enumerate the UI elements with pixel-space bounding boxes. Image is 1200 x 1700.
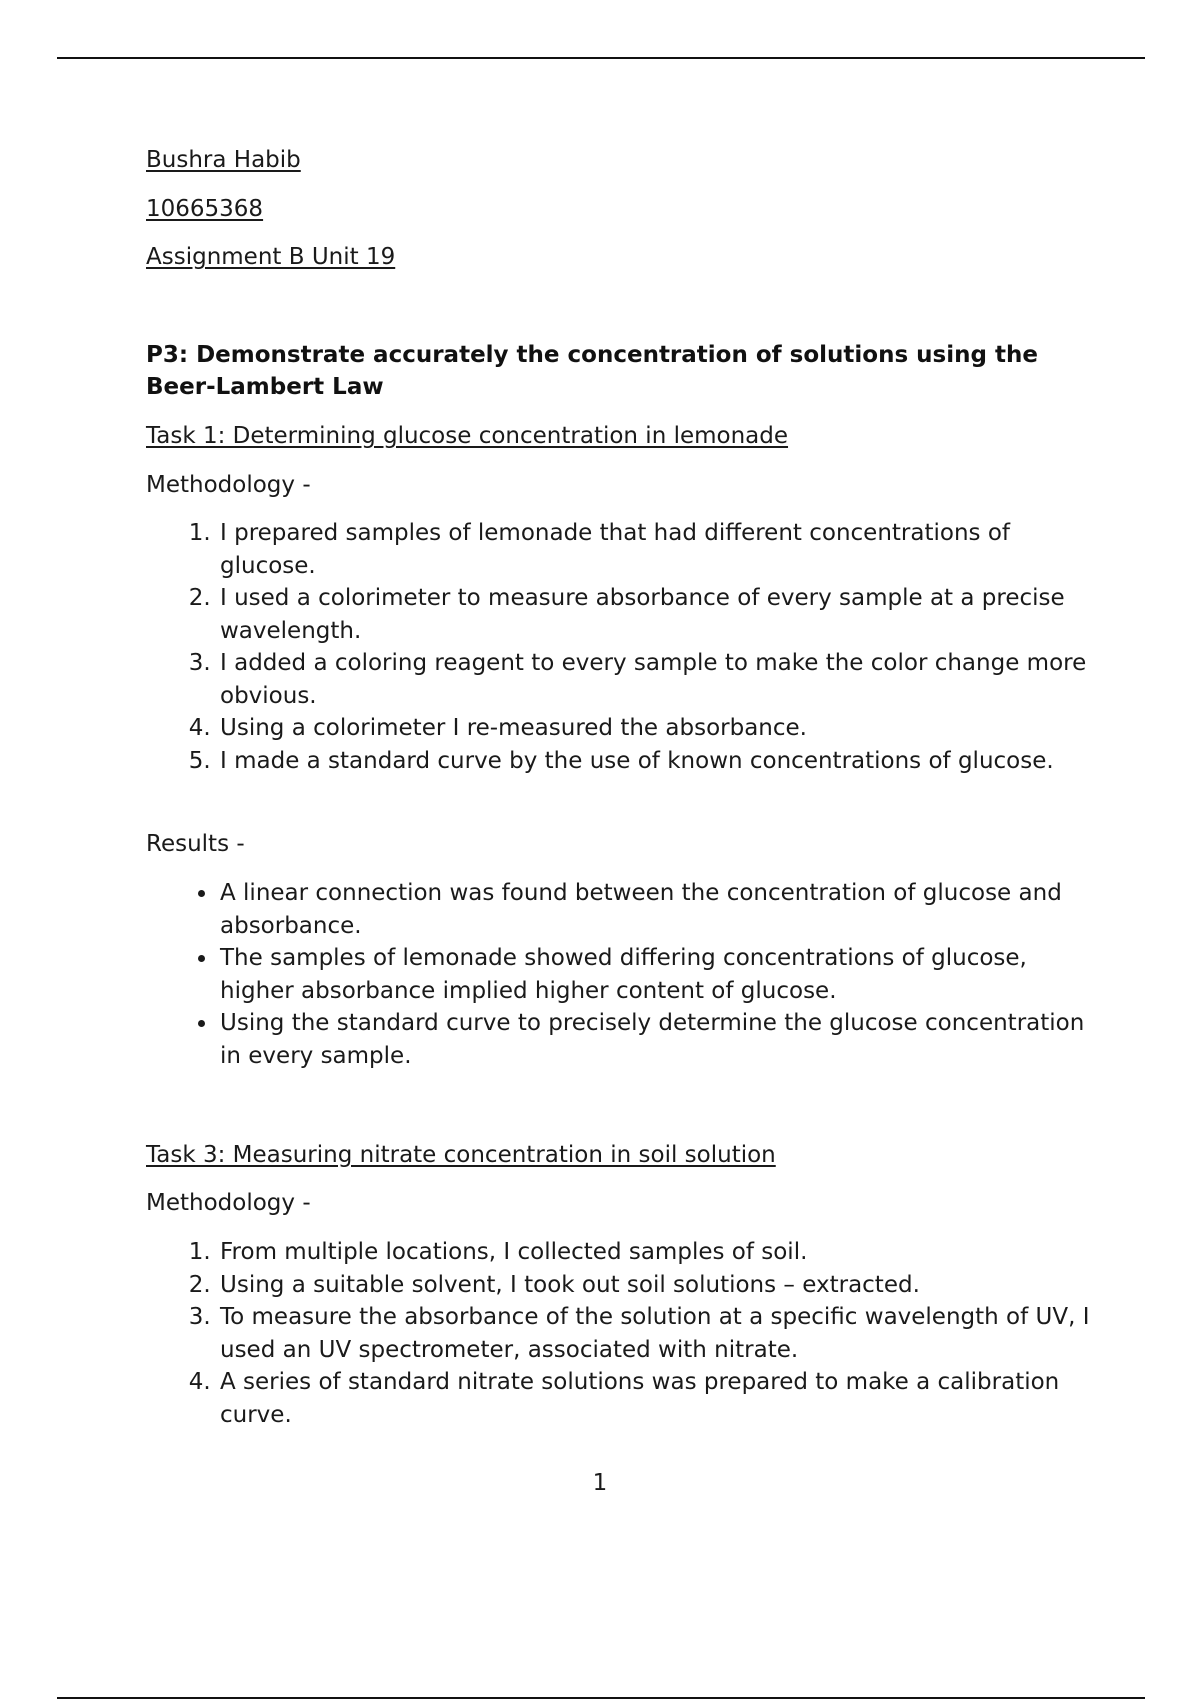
list-item: 1. From multiple locations, I collected samples of soil. bbox=[218, 1236, 1096, 1269]
footer-rule bbox=[57, 1697, 1145, 1699]
list-item: 3. I added a coloring reagent to every sample to make the color change more obvious. bbox=[218, 647, 1096, 712]
task3-methodology-label: Methodology - bbox=[146, 1190, 311, 1216]
assignment-title: Assignment B Unit 19 bbox=[146, 244, 396, 270]
list-item: 4. A series of standard nitrate solutions was prepared to make a calibration curve. bbox=[218, 1366, 1096, 1431]
list-item: 4. Using a colorimeter I re-measured the absorbance. bbox=[218, 712, 1096, 745]
list-item: • The samples of lemonade showed differing concentrations of glucose, higher absorbance implied higher content of glucose. bbox=[218, 942, 1096, 1007]
page-number: 1 bbox=[592, 1470, 608, 1496]
task3-title: Task 3: Measuring nitrate concentration in soil solution bbox=[146, 1142, 776, 1168]
list-item: • Using the standard curve to precisely determine the glucose concentration in every sample. bbox=[218, 1007, 1096, 1072]
list-item: 1. I prepared samples of lemonade that had different concentrations of glucose. bbox=[218, 517, 1096, 582]
task1-results-list bbox=[146, 877, 1096, 1072]
section-heading: P3: Demonstrate accurately the concentration of solutions using the Beer-Lambert Law bbox=[146, 342, 1038, 400]
author-name: Bushra Habib bbox=[146, 147, 301, 173]
student-id: 10665368 bbox=[146, 196, 264, 222]
list-item: 5. I made a standard curve by the use of known concentrations of glucose. bbox=[218, 745, 1096, 778]
task1-results-label: Results - bbox=[146, 831, 245, 857]
task1-methodology-list bbox=[146, 517, 1096, 777]
header-rule bbox=[57, 57, 1145, 59]
task1-title: Task 1: Determining glucose concentration in lemonade bbox=[146, 423, 789, 449]
task3-methodology-list bbox=[146, 1236, 1096, 1431]
list-item: 3. To measure the absorbance of the solution at a specific wavelength of UV, I used an UV spectrometer, associated with nitrate. bbox=[218, 1301, 1096, 1366]
list-item: 2. Using a suitable solvent, I took out soil solutions – extracted. bbox=[218, 1269, 1096, 1302]
task1-methodology-label: Methodology - bbox=[146, 472, 311, 498]
list-item: • A linear connection was found between the concentration of glucose and absorbance. bbox=[218, 877, 1096, 942]
list-item: 2. I used a colorimeter to measure absorbance of every sample at a precise wavelength. bbox=[218, 582, 1096, 647]
